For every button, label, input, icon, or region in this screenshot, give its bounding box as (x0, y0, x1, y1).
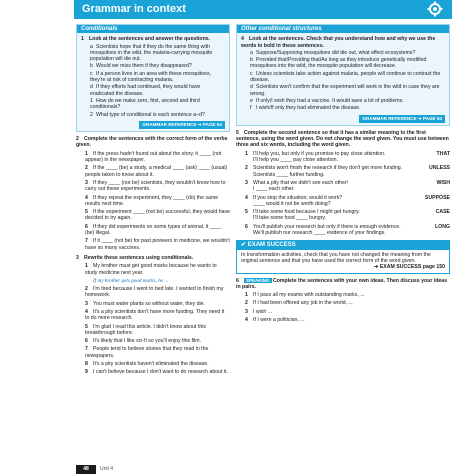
cond-sentence-b: b Would we miss them if they disappeared? (90, 63, 192, 70)
speaking-badge: SPEAKING (246, 277, 270, 283)
exam-success-heading: ✔ EXAM SUCCESS (237, 241, 449, 249)
page-number: 48 (76, 465, 96, 474)
q3-item-2: 2 I'm tired because I went to bed late. I wanted to finish my homework. (85, 286, 224, 299)
q2-item-1: 1 If the press hadn't found out about the story, it ____ (not appear) in the newspaper. (85, 150, 222, 164)
keyword-that: THAT (436, 150, 450, 157)
q3-item-5: 5 I'm glad I read this article. I didn't know about this breakthrough before. (85, 323, 206, 336)
page-title: Grammar in context (82, 3, 186, 15)
q3-item-4: 4 It's a pity scientists don't have more funding. They need it to do more research. (85, 308, 225, 322)
conditionals-heading: Conditionals (77, 25, 229, 33)
q5-item-5: 5 I'll take some food because I might get hungry. CASE I'll take some food ____ hungry. (245, 209, 450, 222)
q3-item-7: 7 People tend to believe stories that they read in the newspapers. (85, 346, 209, 359)
q2-item-3: 3 If they ____ (not be) scientists, they wouldn't know how to carry out these experiments. (85, 179, 226, 193)
cond-sentence-a: a Scientists hope that if they do the same thing with mosquitoes in the wild, the malaria-carrying mosquito population will die out. (90, 43, 213, 63)
keyword-unless: UNLESS (428, 165, 450, 172)
exam-success-link[interactable]: ➜ EXAM SUCCESS page 150 (374, 264, 445, 271)
other-conditionals-box (236, 24, 450, 126)
q2-title: 2 Complete the sentences with the correct form of the verbs given. (76, 136, 228, 149)
other-conditionals-heading: Other conditional structures (237, 25, 449, 33)
q1-instruction: 1 Look at the sentences and answer the questions. (81, 36, 211, 43)
q5-item-6: 6 You'll publish your research but only if there is enough evidence. LONG We'll publish our research ____ evidence of your findings. (245, 223, 450, 237)
q3-item-1: 1 My brother must get good marks because he wants to study medicine next year. (85, 263, 217, 276)
q2-item-4: 4 If they repeat the experiment, they ____ (do) the same results next time. (85, 194, 219, 207)
q2-item-7: 7 If it ____ (not be) for past pioneers in medicine, we wouldn't have so many vaccines. (85, 238, 230, 251)
q3-item-9: 9 I can't believe because I don't want to do research about it. (85, 369, 228, 376)
keyword-wish: WISH (436, 179, 450, 186)
q2-item-5: 5 If the experiment ____ (not be) successful, they would have decided to try again. (85, 209, 230, 222)
q3-item-6: 6 It's likely that I like sci-fi so you'll enjoy this film. (85, 338, 202, 345)
cond-sentence-c: c If a person lives in an area with these mosquitoes, they're at risk of contracting malaria. (90, 70, 212, 84)
q3-item-8: 8 It's a pity scientists haven't eliminated the disease. (85, 361, 209, 368)
other-sentence-f: f I wish/If only they had eliminated the disease. (250, 105, 361, 112)
keyword-suppose: SUPPOSE (424, 194, 450, 201)
exam-success-body: In transformation activities, check that you have not changed the meaning from the original sentence and that you have used the correct form of the word given. ➜ EXAM SUCCESS page 150 (241, 251, 445, 271)
other-sentence-b: b Provided that/Providing that/As long as they introduce genetically modified mosquitoes into the wild, the mosquito population will decrease. (250, 57, 427, 70)
exam-success-box (236, 240, 450, 273)
grammar-reference-link[interactable]: GRAMMAR REFERENCE ➜ PAGE 54 (139, 121, 225, 129)
q5-title: 5 Complete the second sentence so that it has a similar meaning to the first sentence, using the word given. Do not change the word given. You must use between three and six words, including the word given. (236, 129, 449, 149)
q5-item-1: 1 I'll help you, but only if you promise to pay close attention. THAT I'll help you ____ pay close attention. (245, 150, 450, 164)
cond-question-1: 1 How do we make zero, first, second and third conditionals? (90, 97, 200, 111)
gear-icon (427, 1, 443, 17)
q5-item-2: 2 Scientists won't finish the research if they don't get more funding. UNLESS Scientists ____ further funding. (245, 165, 450, 178)
cond-sentence-d: d If they efforts had continued, they would have eradicated the disease. (90, 84, 201, 97)
q3-item-3: 3 You must water plants so without water, they die. (85, 300, 205, 307)
right-column (236, 24, 450, 325)
other-sentence-e: e If only/I wish they had a vaccine. It would save a lot of problems. (250, 97, 404, 104)
left-column (76, 24, 230, 378)
keyword-long: LONG (435, 223, 450, 230)
q6-item-1: 1 If I pass all my exams with outstanding marks, ... (245, 292, 365, 299)
q6-item-2: 2 If I had been offered any job in the world, ... (245, 300, 353, 307)
cond-question-2: 2 What type of conditional is each sentence a–d? (90, 111, 205, 118)
other-sentence-a: a Suppose/Supposing mosquitoes did die out, what effect ecosystems? (250, 49, 416, 56)
q2-item-6: 6 If they did experiments on some types of animal, it ____ (be) illegal. (85, 223, 222, 237)
q6-title: 6 SPEAKING Complete the sentences with your own ideas. Then discuss your ideas in pairs. (236, 277, 448, 290)
other-sentence-d: d Scientists won't confirm that the experiment will work in the wild in case they are wrong. (250, 84, 440, 97)
q3-example-answer: If my brother gets good marks, he ... (93, 277, 169, 284)
q5-item-3: 3 What a pity that we didn't see each other! WISH I ____ each other. (245, 179, 450, 193)
check-icon: ✔ (241, 242, 248, 249)
conditionals-box (76, 24, 230, 132)
other-sentence-c: c Unless scientists take action against malaria, people will continue to contract the disease. (250, 70, 441, 84)
q6-item-3: 3 I wish ... (245, 308, 273, 315)
unit-label: Unit 4 (100, 466, 114, 472)
section-title-bar (74, 0, 452, 19)
q2-item-2: 2 If the ____ (be) a study, a medical ____ (ask) ____ (usual) people taken to know about it. (85, 165, 228, 178)
q4-instruction: 4 Look at the sentences. Check that you understand how and why we use the words in bold in these sentences. (241, 36, 436, 49)
q5-item-4: 4 If you stop the situation, would it work? SUPPOSE ____ would it not be worth doing? (245, 194, 450, 207)
grammar-reference-link-2[interactable]: GRAMMAR REFERENCE ➜ PAGE 54 (359, 115, 445, 123)
q3-title: 3 Rewrite these sentences using conditionals. (76, 254, 194, 261)
q6-item-4: 4 If I were a politician, ... (245, 316, 305, 323)
keyword-case: CASE (435, 209, 450, 216)
